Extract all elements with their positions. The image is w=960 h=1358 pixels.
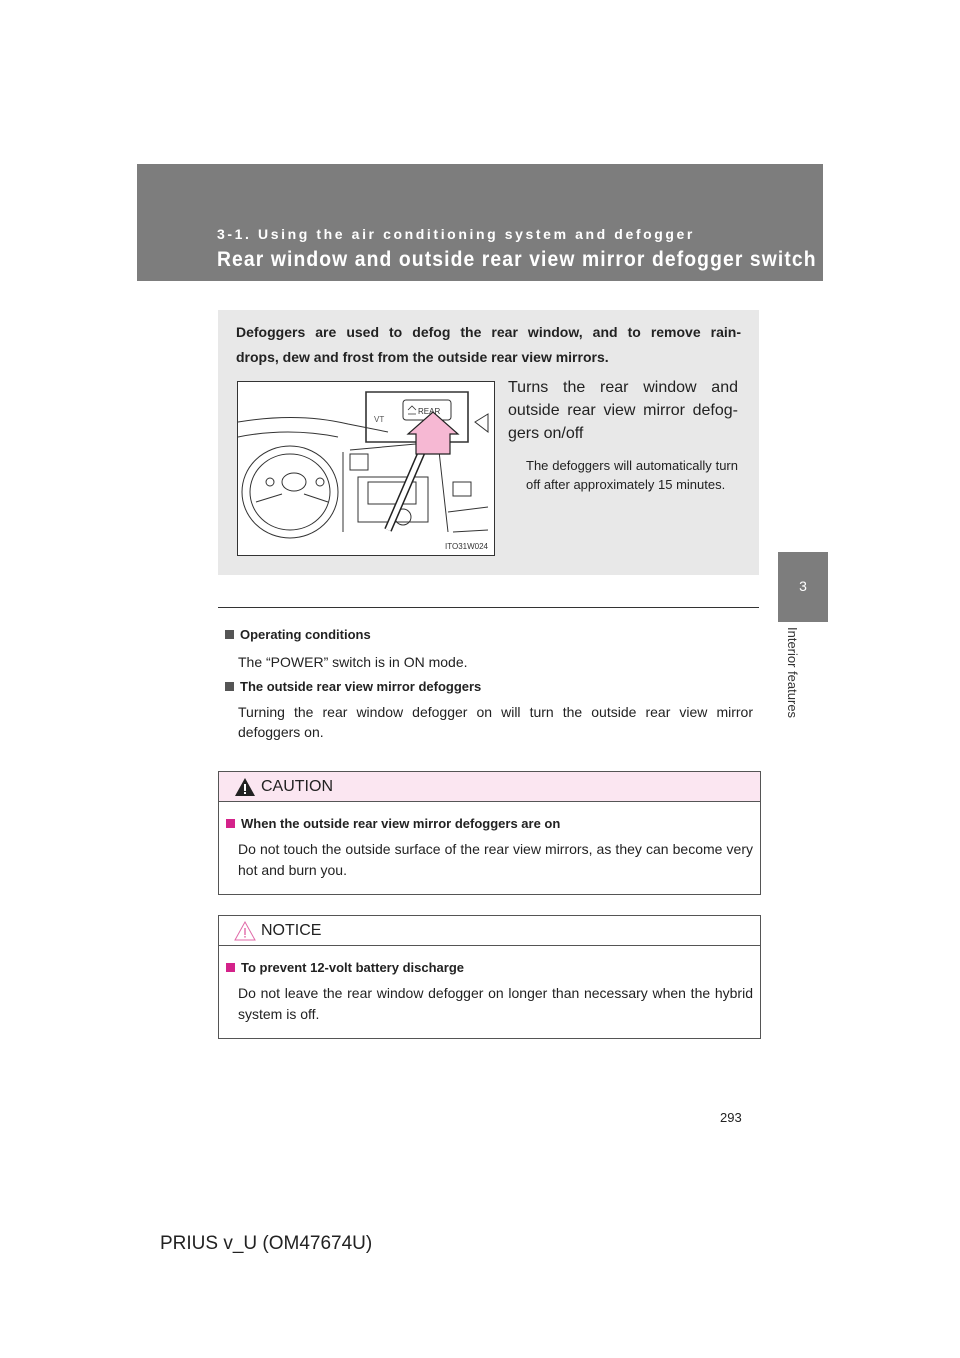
caution-body: Do not touch the outside surface of the rear view mirrors, as they can become very hot and burn you. (238, 841, 753, 878)
chapter-tab (778, 552, 828, 622)
dashboard-illustration (237, 381, 495, 556)
section-heading-text: The outside rear view mirror defoggers (240, 679, 482, 694)
caution-box (218, 771, 761, 895)
caution-label: CAUTION (261, 778, 333, 795)
page-title: Rear window and outside rear view mirror defogger switch (217, 248, 817, 271)
callout-line1: Turns the rear window and (508, 379, 738, 396)
square-bullet-icon (226, 963, 235, 972)
section-heading-text: Operating conditions (240, 627, 371, 642)
notice-triangle-icon (234, 921, 256, 941)
square-bullet-icon (225, 682, 234, 691)
square-bullet-icon (225, 630, 234, 639)
section-subtitle: 3-1. Using the air conditioning system and defogger (217, 226, 695, 242)
page-header (137, 164, 823, 281)
chapter-number: 3 (799, 578, 807, 594)
section-body-mirror: Turning the rear window defogger on will turn the outside rear view mirror defoggers on. (238, 704, 753, 740)
intro-panel (218, 310, 759, 575)
notice-box (218, 915, 761, 1039)
notice-body: Do not leave the rear window defogger on longer than necessary when the hybrid system is off. (238, 985, 753, 1022)
section-heading-mirror (225, 679, 481, 694)
chapter-label: Interior features (785, 627, 800, 719)
divider (218, 607, 759, 608)
caution-heading (226, 816, 560, 831)
intro-text-line2: drops, dew and frost from the outside rear view mirrors. (236, 349, 609, 365)
auto-off-note: The defoggers will automatically turn off after approximately 15 minutes. (526, 458, 738, 492)
page-number: 293 (720, 1110, 742, 1125)
notice-heading (226, 960, 464, 975)
callout-line2: outside rear view mirror defog- (508, 402, 738, 419)
notice-heading-text: To prevent 12-volt battery discharge (241, 960, 464, 975)
pointer-arrow (388, 412, 458, 530)
callout-line3: gers on/off (508, 425, 584, 442)
footer-model: PRIUS v_U (OM47674U) (160, 1233, 373, 1254)
square-bullet-icon (226, 819, 235, 828)
chapter-label-container (771, 627, 800, 737)
figure-code: ITO31W024 (445, 542, 488, 551)
caution-header (219, 772, 760, 802)
warning-triangle-icon (234, 777, 256, 797)
dashboard-drawing (238, 382, 494, 555)
notice-header (219, 916, 760, 946)
section-body-operating: The “POWER” switch is in ON mode. (238, 654, 468, 670)
notice-label: NOTICE (261, 922, 322, 939)
intro-text-line1: Defoggers are used to defog the rear window, and to remove rain- (236, 324, 741, 340)
caution-heading-text: When the outside rear view mirror defoggers are on (241, 816, 561, 831)
svg-text:VT: VT (374, 415, 385, 424)
section-heading-operating (225, 627, 371, 642)
rear-button-label: REAR (418, 407, 441, 416)
callout-text (508, 376, 738, 445)
